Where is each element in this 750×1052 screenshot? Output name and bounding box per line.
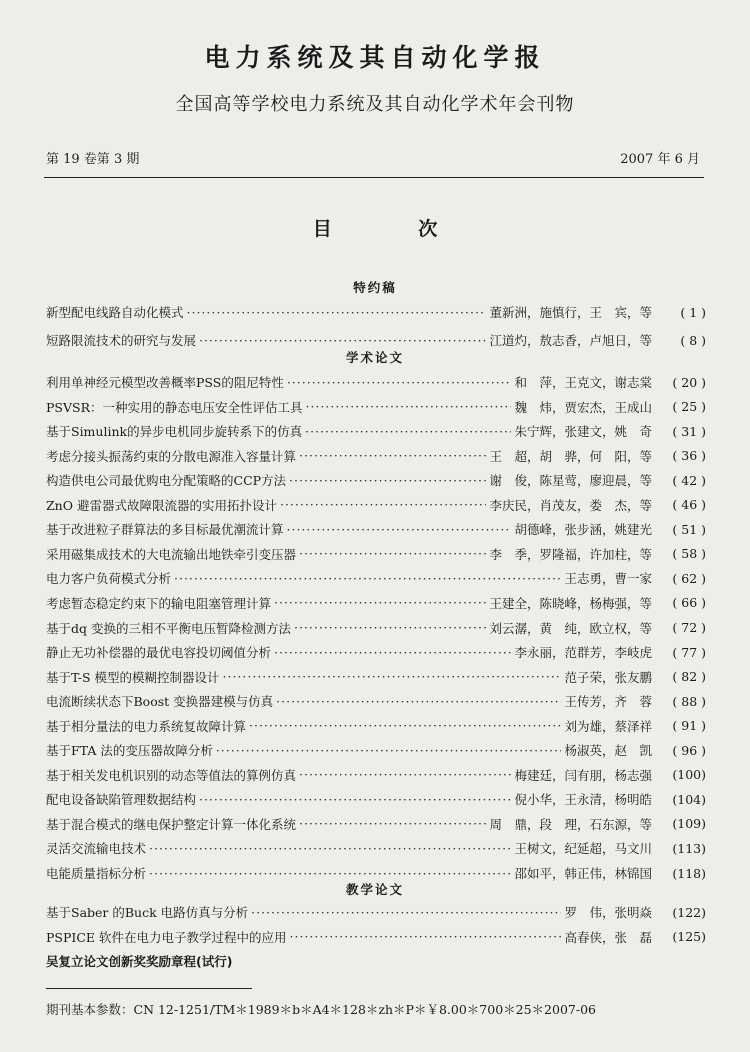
- entry-page: ( 72 ): [672, 620, 706, 635]
- toc-entry[interactable]: [46, 519, 706, 539]
- entry-page: ( 58 ): [672, 546, 706, 562]
- entry-title: 采用磁集成技术的大电流输出地铁牵引变压器: [46, 546, 297, 562]
- entry-page: ( 96 ): [672, 742, 706, 758]
- toc-entry[interactable]: [46, 667, 706, 687]
- toc-entry[interactable]: [46, 716, 706, 736]
- toc-entry[interactable]: [46, 372, 706, 392]
- dot-leader: [251, 905, 561, 920]
- dot-leader: [216, 743, 562, 758]
- dot-leader: [223, 669, 562, 684]
- entry-authors: 范子荣，张友鹏: [564, 669, 652, 685]
- toc-entry[interactable]: [46, 470, 706, 490]
- entry-authors: 王建全，陈晓峰，杨梅强，等: [489, 595, 652, 611]
- toc-entry[interactable]: [46, 302, 706, 322]
- toc-entry[interactable]: [46, 691, 706, 711]
- entry-page: ( 8 ): [680, 332, 706, 348]
- entry-page: (118): [672, 865, 706, 881]
- dot-leader: [305, 424, 511, 439]
- entry-authors: 刘云潺，黄 纯，欧立权，等: [489, 620, 652, 636]
- dot-leader: [305, 399, 511, 414]
- entry-title: 基于相分量法的电力系统复故障计算: [46, 718, 247, 734]
- entry-page: ( 66 ): [672, 595, 706, 611]
- section-heading: 学术论文: [345, 350, 404, 365]
- toc-entry[interactable]: [46, 397, 706, 417]
- dot-leader: [276, 694, 561, 709]
- dot-leader: [299, 448, 486, 463]
- entry-title: 电流断续状态下Boost 变换器建模与仿真: [46, 694, 274, 710]
- entry-title: 基于Simulink的异步电机同步旋转系下的仿真: [46, 424, 303, 440]
- entry-title: PSVSR：一种实用的静态电压安全性评估工具: [46, 399, 303, 415]
- toc-title: 目 次: [312, 218, 478, 240]
- entry-page: (104): [672, 791, 706, 807]
- entry-page: ( 20 ): [672, 374, 706, 390]
- entry-page: (113): [672, 840, 706, 856]
- dot-leader: [299, 816, 486, 831]
- entry-authors: 李永丽，范群芳，李岐虎: [514, 645, 652, 661]
- toc-entry[interactable]: [46, 446, 706, 466]
- entry-page: ( 46 ): [672, 497, 706, 513]
- entry-authors: 董新洲，施慎行，王 宾，等: [489, 305, 652, 320]
- dot-leader: [299, 546, 486, 561]
- entry-title: 基于混合模式的继电保护整定计算一体化系统: [46, 816, 297, 832]
- entry-title: 利用单神经元模型改善概率PSS的阻尼特性: [46, 375, 284, 390]
- toc-entry[interactable]: [46, 740, 706, 760]
- entry-title: 静止无功补偿器的最优电容投切阈值分析: [46, 645, 272, 661]
- entry-title: 短路限流技术的研究与发展: [46, 333, 197, 348]
- entry-authors: 王志勇，曹一家: [564, 571, 652, 587]
- entry-page: ( 31 ): [672, 423, 706, 439]
- issue-date: 2007 年 6 月: [620, 152, 700, 167]
- entry-page: (100): [672, 767, 706, 783]
- entry-page: ( 1 ): [680, 304, 706, 320]
- entry-authors: 胡德峰，张步涵，姚建光: [514, 522, 652, 538]
- entry-page: ( 25 ): [672, 399, 706, 415]
- entry-page: ( 91 ): [672, 718, 706, 734]
- dot-leader: [289, 473, 486, 488]
- dot-leader: [294, 620, 487, 635]
- entry-title: 基于改进粒子群算法的多目标最优潮流计算: [46, 522, 284, 538]
- entry-authors: 魏 炜，贾宏杰，王成山: [514, 399, 652, 415]
- toc-entry[interactable]: [46, 902, 706, 922]
- toc-entry[interactable]: [46, 838, 706, 858]
- toc-entry[interactable]: [46, 789, 706, 809]
- toc-entry[interactable]: [46, 618, 706, 638]
- entry-authors: 朱宁辉，张建文，姚 奇: [514, 424, 652, 440]
- entry-page: (109): [672, 816, 706, 832]
- entry-authors: 杨淑英，赵 凯: [564, 743, 652, 759]
- toc-entry[interactable]: [46, 814, 706, 834]
- entry-authors: 王 超，胡 骅，何 阳，等: [489, 448, 652, 464]
- dot-leader: [149, 866, 511, 881]
- entry-authors: 邵如平，韩正伟，林锦国: [514, 866, 652, 881]
- entry-title: PSPICE 软件在电力电子教学过程中的应用: [46, 929, 287, 945]
- dot-leader: [274, 645, 511, 660]
- toc-entry[interactable]: [46, 495, 706, 515]
- entry-authors: 王树文，纪延超，马文川: [514, 841, 652, 857]
- footer-divider: [46, 988, 252, 989]
- entry-page: ( 77 ): [672, 644, 706, 660]
- dot-leader: [274, 595, 486, 610]
- toc-entry[interactable]: [46, 544, 706, 564]
- dot-leader: [187, 305, 487, 320]
- entry-title: 基于相关发电机识别的动态等值法的算例仿真: [46, 767, 297, 783]
- entry-title: 考虑暂态稳定约束下的输电阻塞管理计算: [46, 595, 272, 611]
- toc-entry[interactable]: [46, 642, 706, 662]
- entry-page: ( 36 ): [672, 448, 706, 464]
- entry-authors: 谢 俊，陈星莺，廖迎晨，等: [489, 473, 652, 489]
- dot-leader: [149, 841, 511, 856]
- entry-page: ( 62 ): [672, 570, 706, 586]
- entry-page: ( 82 ): [672, 669, 706, 685]
- special-note[interactable]: 吴复立论文创新奖奖励章程(试行): [46, 954, 233, 969]
- section-heading: 特约稿: [353, 280, 397, 295]
- toc-entry[interactable]: [46, 421, 706, 441]
- entry-authors: 和 萍，王克文，谢志棠: [514, 375, 652, 390]
- entry-authors: 王传芳，齐 蓉: [564, 694, 652, 710]
- entry-authors: 周 鼎，段 理，石东源，等: [489, 816, 652, 832]
- entry-title: 构造供电公司最优购电分配策略的CCP方法: [46, 473, 287, 489]
- dot-leader: [287, 375, 512, 390]
- dot-leader: [280, 497, 487, 512]
- entry-title: 考虑分接头振荡约束的分散电源准入容量计算: [46, 448, 297, 464]
- dot-leader: [199, 333, 486, 348]
- entry-page: (122): [672, 904, 706, 920]
- toc-entry[interactable]: [46, 568, 706, 588]
- entry-authors: 倪小华，王永清，杨明皓: [514, 792, 652, 808]
- header-divider: [44, 177, 704, 178]
- entry-title: 灵活交流输电技术: [46, 841, 147, 857]
- entry-title: 基于dq 变换的三相不平衡电压暂降检测方法: [46, 620, 291, 636]
- entry-title: 基于Saber 的Buck 电路仿真与分析: [46, 905, 249, 920]
- entry-page: (125): [672, 929, 706, 944]
- entry-title: ZnO 避雷器式故障限流器的实用拓扑设计: [46, 497, 277, 513]
- entry-page: ( 51 ): [672, 521, 706, 537]
- toc-entry[interactable]: [46, 927, 706, 947]
- entry-authors: 江道灼，敖志香，卢旭日，等: [489, 333, 652, 348]
- entry-authors: 李庆民，肖茂友，娄 杰，等: [489, 497, 652, 513]
- dot-leader: [199, 792, 511, 807]
- entry-title: 电能质量指标分析: [46, 866, 147, 881]
- issue-row: [46, 148, 700, 168]
- entry-title: 基于T-S 模型的模糊控制器设计: [46, 669, 220, 685]
- entry-authors: 刘为雄，蔡泽祥: [564, 718, 652, 734]
- section-heading: 教学论文: [345, 882, 404, 897]
- toc-entry[interactable]: [46, 330, 706, 350]
- issue-number: 第 19 卷第 3 期: [46, 152, 140, 167]
- dot-leader: [287, 522, 512, 537]
- toc-entry[interactable]: [46, 765, 706, 785]
- entry-page: ( 42 ): [672, 472, 706, 488]
- dot-leader: [299, 767, 511, 782]
- footer-params: 期刊基本参数：CN 12-1251/TM＊1989＊b＊A4＊128＊zh＊P＊￥8.00＊700＊25＊2007-06: [46, 1002, 597, 1017]
- entry-authors: 梅建廷，闫有朋，杨志强: [514, 767, 652, 783]
- entry-title: 配电设备缺陷管理数据结构: [46, 792, 197, 808]
- journal-subtitle: 全国高等学校电力系统及其自动化学术年会刊物: [175, 94, 575, 115]
- dot-leader: [249, 718, 561, 733]
- entry-authors: 李 季，罗隆福，许加柱，等: [489, 546, 652, 562]
- entry-title: 基于FTA 法的变压器故障分析: [46, 743, 213, 759]
- entry-title: 电力客户负荷模式分析: [46, 571, 172, 587]
- journal-title: 电力系统及其自动化学报: [204, 43, 546, 72]
- entry-page: ( 88 ): [672, 693, 706, 709]
- dot-leader: [174, 571, 561, 586]
- entry-authors: 高春侠，张 磊: [564, 929, 652, 945]
- entry-authors: 罗 伟，张明焱: [564, 905, 652, 920]
- entry-title: 新型配电线路自动化模式: [46, 305, 184, 320]
- dot-leader: [290, 929, 562, 944]
- toc-entry[interactable]: [46, 593, 706, 613]
